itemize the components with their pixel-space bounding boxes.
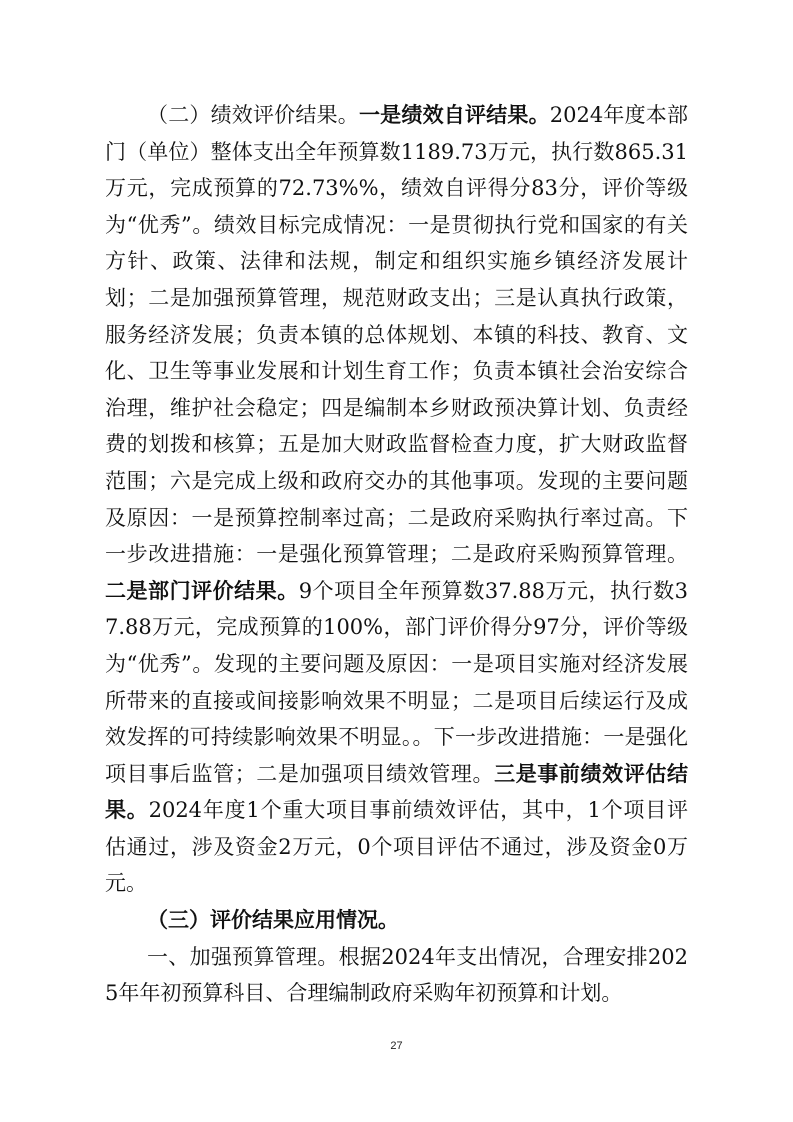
application-paragraph: 一、加强预算管理。根据2024年支出情况，合理安排2025年年初预算科目、合理编制政府采购年初预算和计划。 [105,944,688,1006]
department-evaluation-title: 二是部门评价结果。 [105,577,299,603]
application-section-heading: （三）评价结果应用情况。 [147,907,399,933]
page-number: 27 [390,1040,403,1052]
pre-assessment-text: 2024年度1个重大项目事前绩效评估，其中，1个项目评估通过，涉及资金2万元，0个项目评估不通过，涉及资金0万元。 [105,798,688,896]
self-evaluation-text: 2024年度本部门（单位）整体支出全年预算数1189.73万元，执行数865.31万元，完成预算的72.73%%，绩效自评得分83分，评价等级为“优秀”。绩效目标完成情况：一是贯彻执行党和国家的有关方针、政策、法律和法规，制定和组织实施乡镇经济发展计划；二是加强预算管理，规范财政支出；三是认真执行政策，服务经济发展；负责本镇的总体规划、本镇的科技、教育、文化、卫生等事业发展和计划生育工作；负责本镇社会治安综合治理，维护社会稳定；四是编制本乡财政预决算计划、负责经费的划拨和核算；五是加大财政监督检查力度，扩大财政监督范围；六是完成上级和政府交办的其他事项。发现的主要问题及原因：一是预算控制率过高；二是政府采购执行率过高。下一步改进措施：一是强化预算管理；二是政府采购预算管理。 [105,103,688,567]
pre-assessment-title: 三是事前绩效评估结果。 [105,760,689,823]
evaluation-results-paragraph [105,97,688,902]
department-evaluation-text: 9个项目全年预算数37.88万元，执行数37.88万元，完成预算的100%，部门评价得分97分，评价等级为“优秀”。发现的主要问题及原因：一是项目实施对经济发展所带来的直接或间接影响效果不明显；二是项目后续运行及成效发挥的可持续影响效果不明显。。下一步改进措施：一是强化项目事后监管；二是加强项目绩效管理。 [105,578,689,786]
self-evaluation-title: 一是绩效自评结果。 [358,102,550,127]
section-heading: （二）绩效评价结果。 [147,103,359,127]
document-body [105,97,688,1012]
